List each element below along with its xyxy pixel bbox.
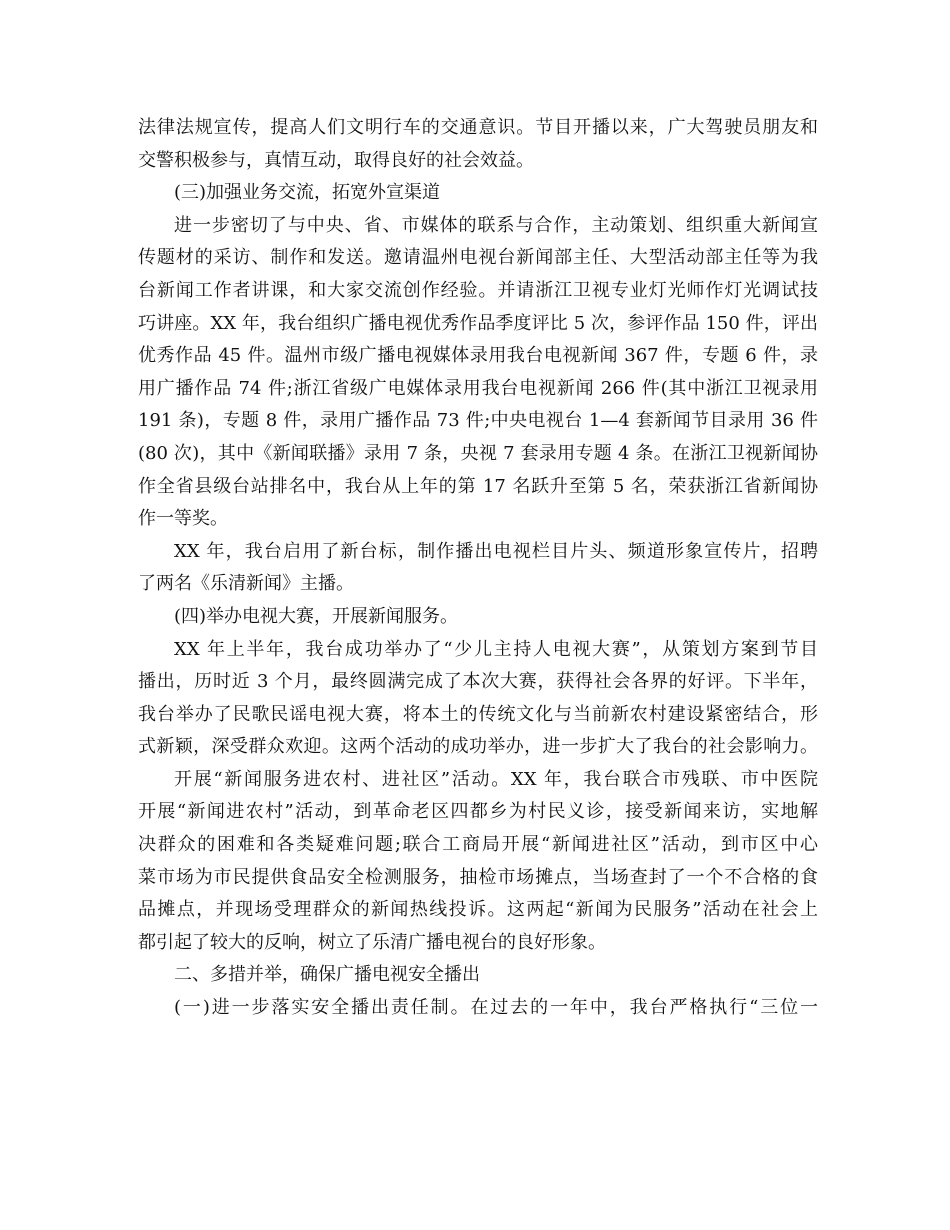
text-line: 播出，历时近 3 个月，最终圆满完成了本次大赛，获得社会各界的好评。下半年， <box>138 671 818 693</box>
text-line: 交警积极参与，真情互动，取得良好的社会效益。 <box>138 149 534 171</box>
document-body <box>138 112 818 1025</box>
text-line: 法律法规宣传，提高人们文明行车的交通意识。节目开播以来，广大驾驶员朋友和 <box>138 117 818 138</box>
text-line: 都引起了较大的反响，树立了乐清广播电视台的良好形象。 <box>138 931 606 953</box>
section-heading: (三)加强业务交流，拓宽外宣渠道 <box>174 182 441 204</box>
section-heading: (四)举办电视大赛，开展新闻服务。 <box>174 605 459 627</box>
text-line: 我台举办了民歌民谣电视大赛，将本土的传统文化与当前新农村建设紧密结合，形 <box>138 703 818 725</box>
text-line: 作一等奖。 <box>138 508 228 530</box>
text-line: 式新颖，深受群众欢迎。这两个活动的成功举办，进一步扩大了我台的社会影响力。 <box>138 736 818 758</box>
section-heading: 二、多措并举，确保广播电视安全播出 <box>174 964 480 986</box>
text-line: 巧讲座。XX 年，我台组织广播电视优秀作品季度评比 5 次，参评作品 150 件，评出 <box>138 312 818 334</box>
text-line: 品摊点，并现场受理群众的新闻热线投诉。这两起“新闻为民服务”活动在社会上 <box>138 899 818 921</box>
text-line: 优秀作品 45 件。温州市级广播电视媒体录用我台电视新闻 367 件，专题 6 件，录 <box>138 345 818 367</box>
text-line: 用广播作品 74 件;浙江省级广电媒体录用我台电视新闻 266 件(其中浙江卫视录用 <box>138 377 818 399</box>
text-line: 开展“新闻进农村”活动，到革命老区四都乡为村民义诊，接受新闻来访，实地解 <box>138 801 818 823</box>
text-line: 作全省县级台站排名中，我台从上年的第 17 名跃升至第 5 名，荣获浙江省新闻协 <box>138 475 818 497</box>
text-line: XX 年，我台启用了新台标，制作播出电视栏目片头、频道形象宣传片，招聘 <box>174 540 818 562</box>
text-line: (一)进一步落实安全播出责任制。在过去的一年中，我台严格执行“三位一 <box>174 997 818 1019</box>
text-line: (80 次)，其中《新闻联播》录用 7 条，央视 7 套录用专题 4 条。在浙江卫视新闻协 <box>138 442 818 464</box>
text-line: 191 条)，专题 8 件，录用广播作品 73 件;中央电视台 1—4 套新闻节目录用 36 件 <box>138 410 818 432</box>
text-line: 台新闻工作者讲课，和大家交流创作经验。并请浙江卫视专业灯光师作灯光调试技 <box>138 279 818 301</box>
text-line: 决群众的困难和各类疑难问题;联合工商局开展“新闻进社区”活动，到市区中心 <box>138 834 818 856</box>
text-line: 传题材的采访、制作和发送。邀请温州电视台新闻部主任、大型活动部主任等为我 <box>138 247 818 269</box>
text-line: 进一步密切了与中央、省、市媒体的联系与合作，主动策划、组织重大新闻宣 <box>174 214 818 236</box>
text-line: XX 年上半年，我台成功举办了“少儿主持人电视大赛”，从策划方案到节目 <box>174 638 818 660</box>
text-line: 开展“新闻服务进农村、进社区”活动。XX 年，我台联合市残联、市中医院 <box>174 768 818 790</box>
text-line: 菜市场为市民提供食品安全检测服务，抽检市场摊点，当场查封了一个不合格的食 <box>138 866 818 888</box>
text-line: 了两名《乐清新闻》主播。 <box>138 573 354 595</box>
